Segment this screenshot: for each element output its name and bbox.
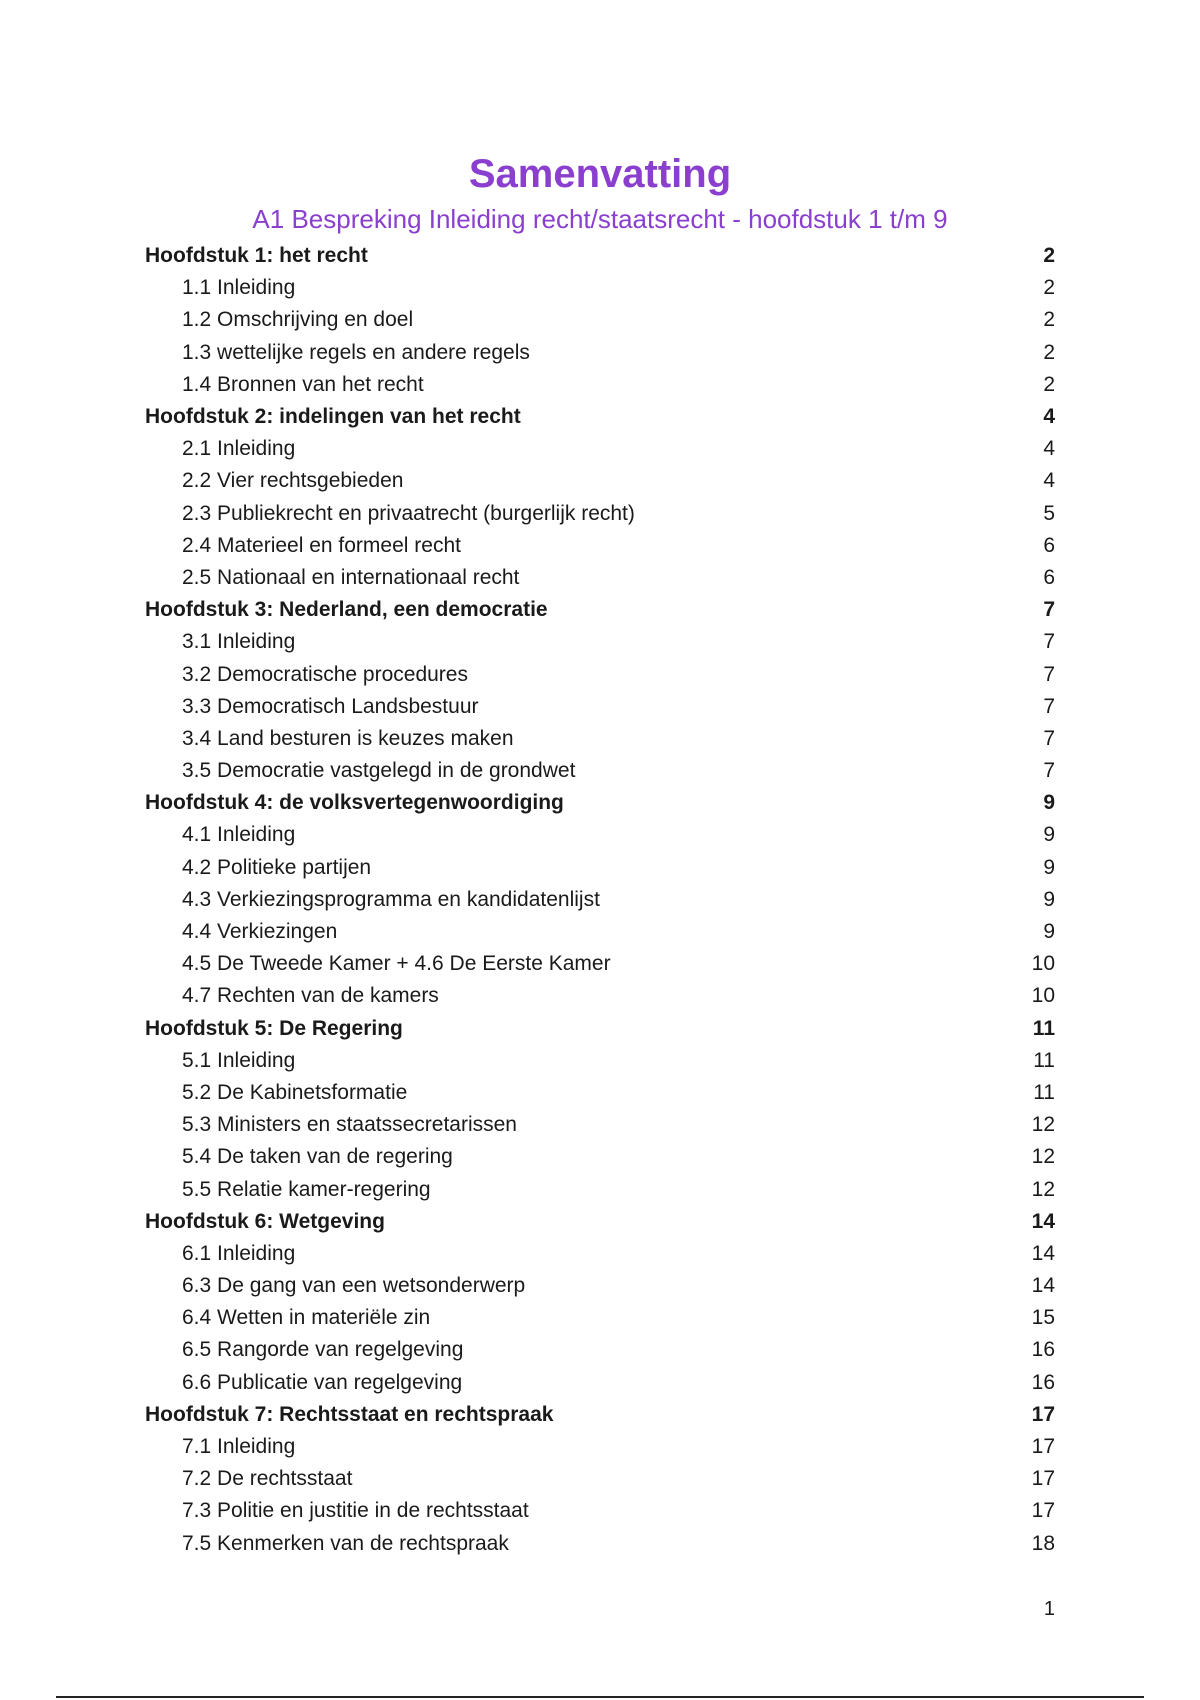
toc-entry-label: 3.4 Land besturen is keuzes maken bbox=[182, 726, 514, 750]
toc-section-entry[interactable] bbox=[145, 369, 1055, 401]
toc-entry-label: 6.4 Wetten in materiële zin bbox=[182, 1306, 431, 1330]
toc-entry-label: Hoofdstuk 6: Wetgeving bbox=[145, 1209, 385, 1233]
toc-entry-label: Hoofdstuk 5: De Regering bbox=[145, 1016, 403, 1040]
toc-section-entry[interactable] bbox=[145, 1495, 1055, 1527]
toc-section-entry[interactable] bbox=[145, 498, 1055, 530]
toc-entry-label: 7.1 Inleiding bbox=[182, 1435, 296, 1459]
toc-section-entry[interactable] bbox=[145, 1367, 1055, 1399]
toc-entry-page: 7 bbox=[1043, 759, 1055, 783]
toc-section-entry[interactable] bbox=[145, 272, 1055, 304]
toc-entry-page: 2 bbox=[1043, 372, 1055, 396]
toc-entry-page: 17 bbox=[1031, 1467, 1055, 1491]
page-number: 1 bbox=[1043, 1598, 1055, 1620]
table-of-contents bbox=[145, 240, 1055, 1560]
toc-entry-label: 4.7 Rechten van de kamers bbox=[182, 984, 439, 1008]
toc-entry-label: 2.4 Materieel en formeel recht bbox=[182, 533, 461, 557]
toc-chapter-entry[interactable] bbox=[145, 240, 1055, 272]
toc-section-entry[interactable] bbox=[145, 658, 1055, 690]
toc-chapter-entry[interactable] bbox=[145, 1206, 1055, 1238]
toc-entry-label: Hoofdstuk 2: indelingen van het recht bbox=[145, 405, 521, 429]
toc-entry-label: 4.3 Verkiezingsprogramma en kandidatenlijst bbox=[182, 887, 600, 911]
toc-entry-page: 16 bbox=[1031, 1370, 1055, 1394]
toc-entry-label: 4.4 Verkiezingen bbox=[182, 920, 338, 944]
toc-entry-page: 7 bbox=[1043, 598, 1055, 622]
toc-entry-page: 14 bbox=[1031, 1274, 1055, 1298]
toc-entry-label: 7.2 De rechtsstaat bbox=[182, 1467, 353, 1491]
toc-entry-page: 14 bbox=[1031, 1241, 1055, 1265]
toc-entry-page: 9 bbox=[1043, 887, 1055, 911]
toc-section-entry[interactable] bbox=[145, 723, 1055, 755]
toc-chapter-entry[interactable] bbox=[145, 787, 1055, 819]
toc-entry-page: 4 bbox=[1043, 405, 1055, 429]
toc-entry-page: 18 bbox=[1031, 1531, 1055, 1555]
toc-section-entry[interactable] bbox=[145, 530, 1055, 562]
toc-entry-page: 6 bbox=[1043, 565, 1055, 589]
toc-entry-label: 1.3 wettelijke regels en andere regels bbox=[182, 340, 530, 364]
toc-entry-label: 6.3 De gang van een wetsonderwerp bbox=[182, 1274, 526, 1298]
toc-entry-label: 1.2 Omschrijving en doel bbox=[182, 308, 414, 332]
toc-entry-page: 2 bbox=[1043, 244, 1055, 268]
toc-entry-page: 17 bbox=[1031, 1435, 1055, 1459]
footer-divider bbox=[56, 1696, 1144, 1698]
toc-section-entry[interactable] bbox=[145, 948, 1055, 980]
toc-entry-label: 2.1 Inleiding bbox=[182, 437, 296, 461]
toc-section-entry[interactable] bbox=[145, 852, 1055, 884]
toc-section-entry[interactable] bbox=[145, 1334, 1055, 1366]
toc-section-entry[interactable] bbox=[145, 691, 1055, 723]
toc-section-entry[interactable] bbox=[145, 1141, 1055, 1173]
toc-entry-label: 3.1 Inleiding bbox=[182, 630, 296, 654]
toc-entry-label: 1.1 Inleiding bbox=[182, 276, 296, 300]
toc-entry-page: 7 bbox=[1043, 694, 1055, 718]
toc-entry-label: Hoofdstuk 4: de volksvertegenwoordiging bbox=[145, 791, 564, 815]
toc-entry-label: 5.1 Inleiding bbox=[182, 1048, 296, 1072]
toc-entry-label: 5.2 De Kabinetsformatie bbox=[182, 1080, 408, 1104]
toc-entry-page: 9 bbox=[1043, 855, 1055, 879]
toc-entry-label: 3.5 Democratie vastgelegd in de grondwet bbox=[182, 759, 576, 783]
toc-entry-label: 4.5 De Tweede Kamer + 4.6 De Eerste Kamer bbox=[182, 952, 611, 976]
toc-section-entry[interactable] bbox=[145, 1431, 1055, 1463]
toc-section-entry[interactable] bbox=[145, 562, 1055, 594]
toc-entry-page: 7 bbox=[1043, 630, 1055, 654]
toc-section-entry[interactable] bbox=[145, 304, 1055, 336]
toc-chapter-entry[interactable] bbox=[145, 401, 1055, 433]
toc-entry-label: 5.3 Ministers en staatssecretarissen bbox=[182, 1113, 517, 1137]
toc-entry-label: Hoofdstuk 7: Rechtsstaat en rechtspraak bbox=[145, 1402, 554, 1426]
toc-entry-page: 7 bbox=[1043, 662, 1055, 686]
toc-entry-label: 2.5 Nationaal en internationaal recht bbox=[182, 565, 520, 589]
toc-entry-page: 12 bbox=[1031, 1145, 1055, 1169]
toc-entry-page: 14 bbox=[1031, 1209, 1055, 1233]
toc-entry-page: 9 bbox=[1043, 920, 1055, 944]
toc-section-entry[interactable] bbox=[145, 1463, 1055, 1495]
toc-entry-page: 5 bbox=[1043, 501, 1055, 525]
toc-entry-label: 6.1 Inleiding bbox=[182, 1241, 296, 1265]
toc-entry-page: 7 bbox=[1043, 726, 1055, 750]
toc-entry-page: 11 bbox=[1033, 1048, 1055, 1072]
toc-section-entry[interactable] bbox=[145, 819, 1055, 851]
toc-entry-page: 15 bbox=[1031, 1306, 1055, 1330]
toc-entry-label: 5.5 Relatie kamer-regering bbox=[182, 1177, 431, 1201]
toc-entry-label: 3.2 Democratische procedures bbox=[182, 662, 468, 686]
toc-entry-label: 7.3 Politie en justitie in de rechtsstaat bbox=[182, 1499, 529, 1523]
toc-entry-page: 11 bbox=[1032, 1016, 1055, 1040]
toc-section-entry[interactable] bbox=[145, 1109, 1055, 1141]
toc-section-entry[interactable] bbox=[145, 1238, 1055, 1270]
toc-entry-page: 10 bbox=[1031, 952, 1055, 976]
toc-entry-page: 4 bbox=[1043, 437, 1055, 461]
toc-section-entry[interactable] bbox=[145, 465, 1055, 497]
toc-entry-page: 9 bbox=[1043, 823, 1055, 847]
toc-entry-label: Hoofdstuk 1: het recht bbox=[145, 244, 368, 268]
toc-section-entry[interactable] bbox=[145, 1045, 1055, 1077]
toc-section-entry[interactable] bbox=[145, 1077, 1055, 1109]
toc-entry-page: 17 bbox=[1031, 1402, 1055, 1426]
toc-entry-label: 5.4 De taken van de regering bbox=[182, 1145, 453, 1169]
toc-entry-label: 4.1 Inleiding bbox=[182, 823, 296, 847]
toc-section-entry[interactable] bbox=[145, 755, 1055, 787]
toc-chapter-entry[interactable] bbox=[145, 1399, 1055, 1431]
toc-section-entry[interactable] bbox=[145, 1173, 1055, 1205]
toc-section-entry[interactable] bbox=[145, 884, 1055, 916]
toc-entry-label: 3.3 Democratisch Landsbestuur bbox=[182, 694, 479, 718]
toc-section-entry[interactable] bbox=[145, 433, 1055, 465]
toc-entry-page: 9 bbox=[1043, 791, 1055, 815]
toc-entry-label: 6.6 Publicatie van regelgeving bbox=[182, 1370, 463, 1394]
toc-section-entry[interactable] bbox=[145, 916, 1055, 948]
toc-entry-label: Hoofdstuk 3: Nederland, een democratie bbox=[145, 598, 548, 622]
toc-entry-page: 4 bbox=[1043, 469, 1055, 493]
toc-entry-page: 6 bbox=[1043, 533, 1055, 557]
toc-entry-page: 16 bbox=[1031, 1338, 1055, 1362]
toc-section-entry[interactable] bbox=[145, 626, 1055, 658]
toc-entry-page: 12 bbox=[1031, 1113, 1055, 1137]
toc-section-entry[interactable] bbox=[145, 337, 1055, 369]
toc-chapter-entry[interactable] bbox=[145, 594, 1055, 626]
toc-entry-page: 2 bbox=[1043, 276, 1055, 300]
toc-entry-label: 2.3 Publiekrecht en privaatrecht (burgerlijk recht) bbox=[182, 501, 635, 525]
toc-section-entry[interactable] bbox=[145, 980, 1055, 1012]
toc-entry-page: 2 bbox=[1043, 308, 1055, 332]
toc-entry-label: 6.5 Rangorde van regelgeving bbox=[182, 1338, 464, 1362]
toc-entry-page: 17 bbox=[1031, 1499, 1055, 1523]
toc-section-entry[interactable] bbox=[145, 1528, 1055, 1560]
toc-entry-label: 7.5 Kenmerken van de rechtspraak bbox=[182, 1531, 509, 1555]
document-subtitle: A1 Bespreking Inleiding recht/staatsrecht - hoofdstuk 1 t/m 9 bbox=[252, 204, 948, 234]
toc-section-entry[interactable] bbox=[145, 1302, 1055, 1334]
document-title: Samenvatting bbox=[468, 152, 732, 196]
toc-section-entry[interactable] bbox=[145, 1270, 1055, 1302]
toc-entry-page: 11 bbox=[1033, 1080, 1055, 1104]
toc-entry-page: 10 bbox=[1031, 984, 1055, 1008]
toc-entry-label: 2.2 Vier rechtsgebieden bbox=[182, 469, 404, 493]
toc-entry-label: 4.2 Politieke partijen bbox=[182, 855, 372, 879]
toc-entry-page: 2 bbox=[1043, 340, 1055, 364]
toc-entry-label: 1.4 Bronnen van het recht bbox=[182, 372, 424, 396]
toc-entry-page: 12 bbox=[1031, 1177, 1055, 1201]
toc-chapter-entry[interactable] bbox=[145, 1013, 1055, 1045]
